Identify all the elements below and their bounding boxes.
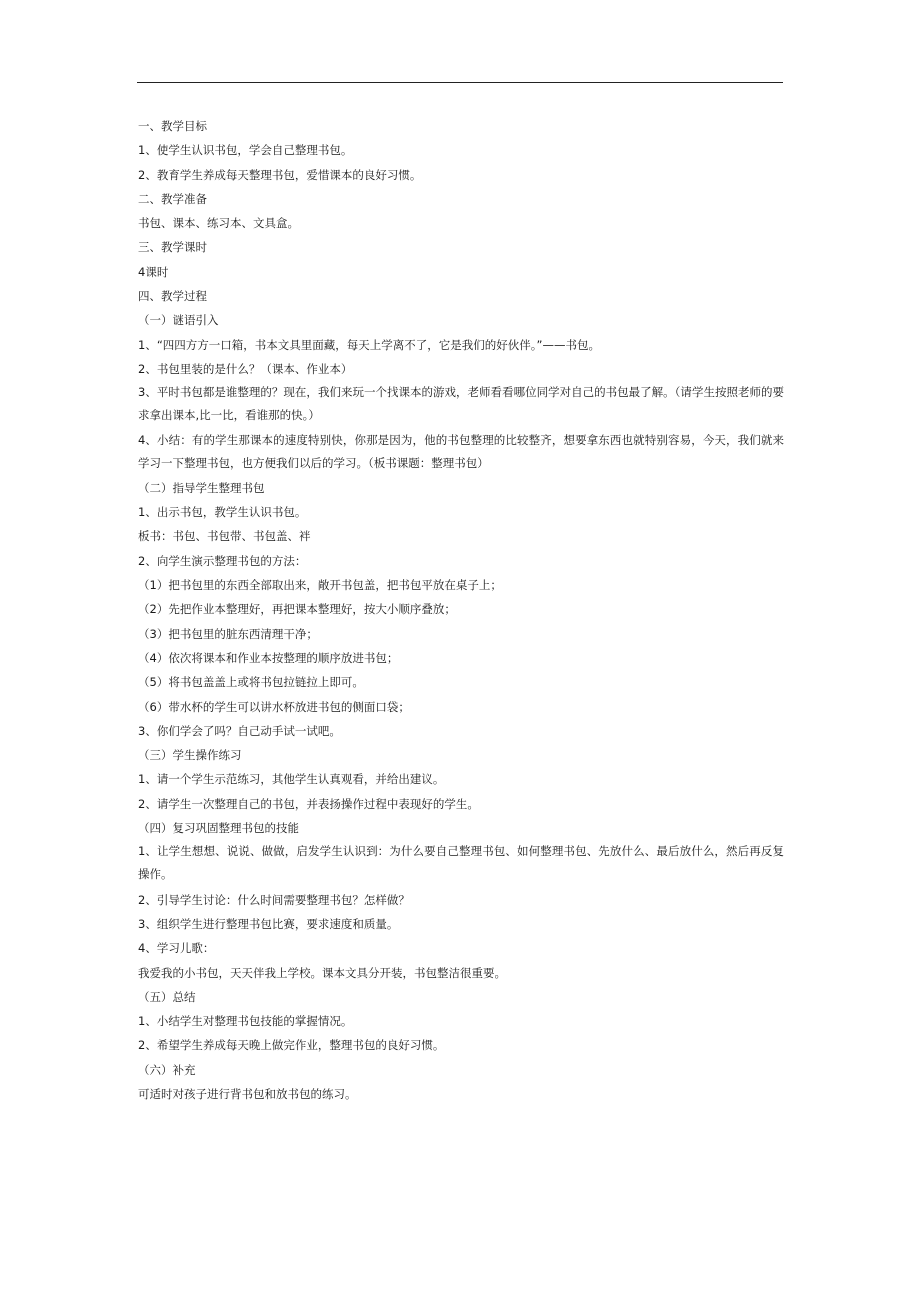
heading-teaching-goals: 一、教学目标 <box>138 119 207 133</box>
process-item: 2、请学生一次整理自己的书包，并表扬操作过程中表现好的学生。 <box>138 796 479 811</box>
step-item: （1）把书包里的东西全部取出来，敞开书包盖，把书包平放在桌子上； <box>138 578 502 593</box>
process-item-paragraph: 3、平时书包都是谁整理的？现在，我们来玩一个找课本的游戏，老师看看哪位同学对自己的书包最了解。（请学生按照老师的要求拿出课本,比一比，看谁那的快。） <box>138 385 784 423</box>
step-item: （6）带水杯的学生可以讲水杯放进书包的侧面口袋； <box>138 699 410 714</box>
heading-teaching-process: 四、教学过程 <box>138 289 207 304</box>
preparation-text: 书包、课本、练习本、文具盒。 <box>138 216 299 231</box>
step-item: （3）把书包里的脏东西清理干净； <box>138 626 318 641</box>
step-item: （5）将书包盖盖上或将书包拉链拉上即可。 <box>138 675 364 690</box>
process-item: 3、你们学会了吗？自己动手试一试吧。 <box>138 723 341 738</box>
goal-item: 1、使学生认识书包，学会自己整理书包。 <box>138 143 353 158</box>
hours-text: 4课时 <box>138 264 169 279</box>
process-item: 2、书包里装的是什么？（课本、作业本） <box>138 361 353 376</box>
section-review-skills: （四）复习巩固整理书包的技能 <box>138 821 299 836</box>
blackboard-text: 板书：书包、书包带、书包盖、袢 <box>138 529 311 544</box>
process-item-paragraph: 4、小结：有的学生那课本的速度特别快，你那是因为，他的书包整理的比较整齐，想要拿东西也就特别容易，今天，我们就来学习一下整理书包，也方便我们以后的学习。（板书课题：整理书包） <box>138 432 784 470</box>
heading-teaching-hours: 三、教学课时 <box>138 240 207 255</box>
process-item: 1、小结学生对整理书包技能的掌握情况。 <box>138 1014 353 1029</box>
section-student-practice: （三）学生操作练习 <box>138 748 242 763</box>
process-item: 4、学习儿歌： <box>138 941 215 956</box>
section-supplement: （六）补充 <box>138 1062 196 1077</box>
step-item: （2）先把作业本整理好，再把课本整理好，按大小顺序叠放； <box>138 602 456 617</box>
nursery-rhyme: 我爱我的小书包，天天伴我上学校。课本文具分开装，书包整洁很重要。 <box>138 965 506 980</box>
process-item: 2、引导学生讨论：什么时间需要整理书包？怎样做？ <box>138 892 410 907</box>
section-riddle-intro: （一）谜语引入 <box>138 313 219 328</box>
goal-item: 2、教育学生养成每天整理书包，爱惜课本的良好习惯。 <box>138 167 422 182</box>
process-item: 1、请一个学生示范练习，其他学生认真观看，并给出建议。 <box>138 772 445 787</box>
process-item: 1、出示书包，教学生认识书包。 <box>138 505 307 520</box>
section-summary: （五）总结 <box>138 989 196 1004</box>
process-item-paragraph: 1、让学生想想、说说、做做，启发学生认识到：为什么要自己整理书包、如何整理书包、先放什么、最后放什么，然后再反复操作。 <box>138 844 784 882</box>
step-item: （4）依次将课本和作业本按整理的顺序放进书包； <box>138 650 399 665</box>
heading-teaching-preparation: 二、教学准备 <box>138 191 207 206</box>
document-body <box>138 114 784 1106</box>
process-item: 3、组织学生进行整理书包比赛，要求速度和质量。 <box>138 916 399 931</box>
process-item: 1、“四四方方一口箱，书本文具里面藏，每天上学离不了，它是我们的好伙伴。”——书包。 <box>138 337 600 352</box>
section-guide-organize: （二）指导学生整理书包 <box>138 480 265 495</box>
process-item: 2、向学生演示整理书包的方法： <box>138 553 307 568</box>
header-rule <box>137 82 783 83</box>
supplement-text: 可适时对孩子进行背书包和放书包的练习。 <box>138 1086 357 1101</box>
process-item: 2、希望学生养成每天晚上做完作业，整理书包的良好习惯。 <box>138 1038 445 1053</box>
